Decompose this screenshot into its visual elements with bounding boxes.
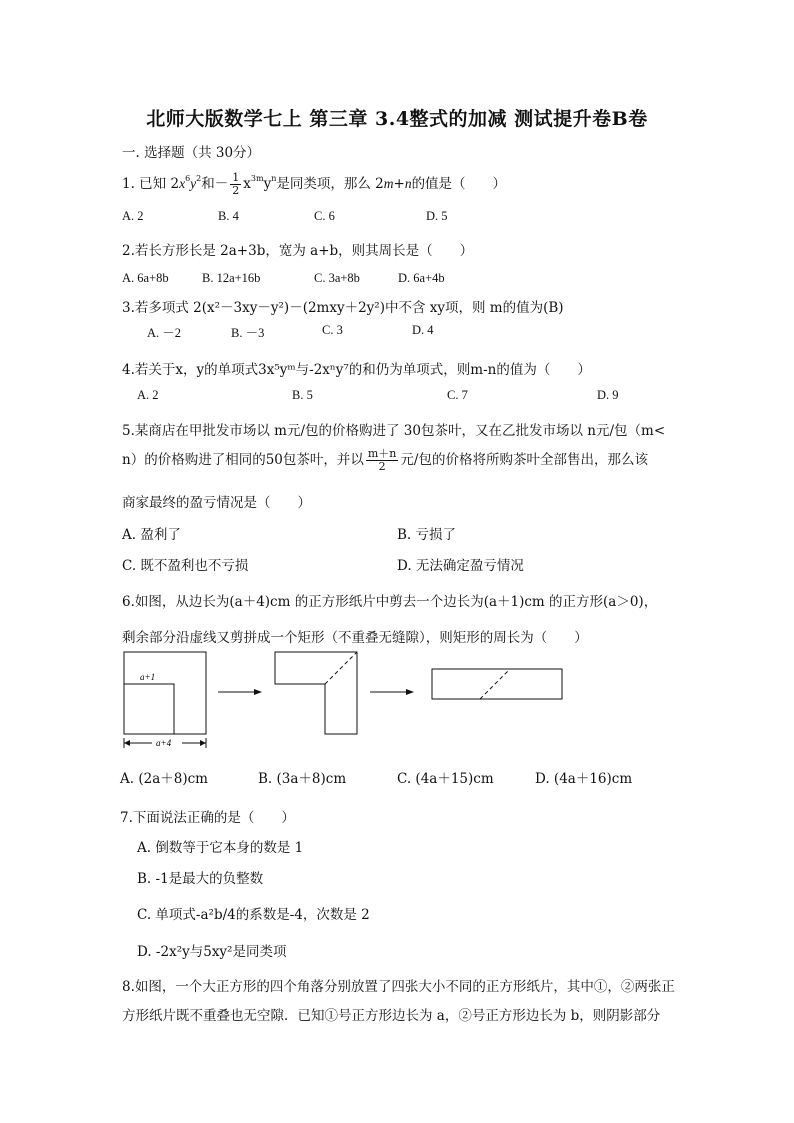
fraction: $\frac{m+n}{2}$ <box>367 447 397 473</box>
question-5-line3: 商家最终的盈亏情况是（ ） <box>122 495 311 511</box>
l-shape <box>275 652 357 734</box>
option: D. 5 <box>426 209 448 223</box>
question-3-stem: 3.若多项式 2(x²－3xy－y²)－(2mxy＋2y²)中不含 xy项，则 m的值为(B) <box>122 300 564 316</box>
dashed-cut-1 <box>325 652 357 684</box>
option: D. 无法确定盈亏情况 <box>397 558 524 574</box>
option: C. (4a＋15)cm <box>397 771 494 787</box>
option: D. (4a＋16)cm <box>535 771 633 787</box>
label-a-plus-4: a+4 <box>156 738 172 748</box>
fraction: $\frac{1}{2}$ <box>232 171 240 197</box>
option: B. －3 <box>231 326 265 340</box>
question-6-line2: 剩余部分沿虚线又剪拼成一个矩形（不重叠无缝隙），则矩形的周长为（ ） <box>122 630 588 646</box>
option: A. 6a+8b <box>122 271 169 285</box>
section-heading: 一. 选择题（共 30分） <box>122 145 261 161</box>
dashed-cut-2 <box>480 669 510 699</box>
option: B. (3a＋8)cm <box>258 771 347 787</box>
cut-square <box>124 684 174 734</box>
option: B. -1是最大的负整数 <box>137 871 264 887</box>
option: C. 单项式-a²b/4的系数是-4，次数是 2 <box>137 907 370 923</box>
option: A. (2a＋8)cm <box>120 771 208 787</box>
option: C. 既不盈利也不亏损 <box>122 558 249 574</box>
option: D. 9 <box>597 388 619 402</box>
option: B. 5 <box>292 388 313 402</box>
option: B. 4 <box>218 209 239 223</box>
option: A. 2 <box>137 388 159 402</box>
question-2-stem: 2.若长方形长是 2a+3b，宽为 a+b，则其周长是（ ） <box>122 243 474 259</box>
option: A. 倒数等于它本身的数是 1 <box>137 840 304 856</box>
question-5-line1: 5.某商店在甲批发市场以 m元/包的价格购进了 30包茶叶，又在乙批发市场以 n元/包（m< <box>122 423 666 439</box>
option: B. 亏损了 <box>397 527 457 543</box>
option: D. -2x²y与5xy²是同类项 <box>137 944 287 960</box>
question-8-line1: 8.如图，一个大正方形的四个角落分别放置了四张大小不同的正方形纸片，其中①，②两张正 <box>122 979 675 995</box>
question-4-stem: 4.若关于x，y的单项式3x⁵yᵐ与-2xⁿy⁷的和仍为单项式，则m-n的值为（ ） <box>122 362 591 378</box>
question-6-line1: 6.如图，从边长为(a＋4)cm 的正方形纸片中剪去一个边长为(a＋1)cm 的正方形(a＞0)， <box>122 594 658 610</box>
label-a-plus-1: a+1 <box>140 672 156 682</box>
option: C. 3 <box>322 323 343 337</box>
large-square <box>124 652 206 734</box>
question-1-stem: 1. 已知 $2x^6y^2$和－ $\frac{1}{2}$ $x^{3m}y^n$是同类项，那么 2m+n的值是（ ） <box>122 171 507 197</box>
option: C. 3a+8b <box>314 271 360 285</box>
option: A. 2 <box>122 209 144 223</box>
option: B. 12a+16b <box>202 271 261 285</box>
option: D. 4 <box>412 323 434 337</box>
question-8-line2: 方形纸片既不重叠也无空隙．已知①号正方形边长为 a，②号正方形边长为 b，则阴影部分 <box>122 1008 661 1024</box>
option: C. 7 <box>447 388 468 402</box>
option: A. －2 <box>147 326 182 340</box>
question-7-stem: 7.下面说法正确的是（ ） <box>120 810 295 826</box>
option: A. 盈利了 <box>122 527 181 543</box>
option: C. 6 <box>314 209 335 223</box>
option: D. 6a+4b <box>398 271 445 285</box>
result-rectangle <box>432 669 562 699</box>
page-title: 北师大版数学七上 第三章 3.4整式的加减 测试提升卷B卷 <box>146 108 648 130</box>
question-5-line2: n）的价格购进了相同的50包茶叶，并以 $\frac{m+n}{2}$ 元/包的价格将所购茶叶全部售出，那么该 <box>122 447 648 473</box>
